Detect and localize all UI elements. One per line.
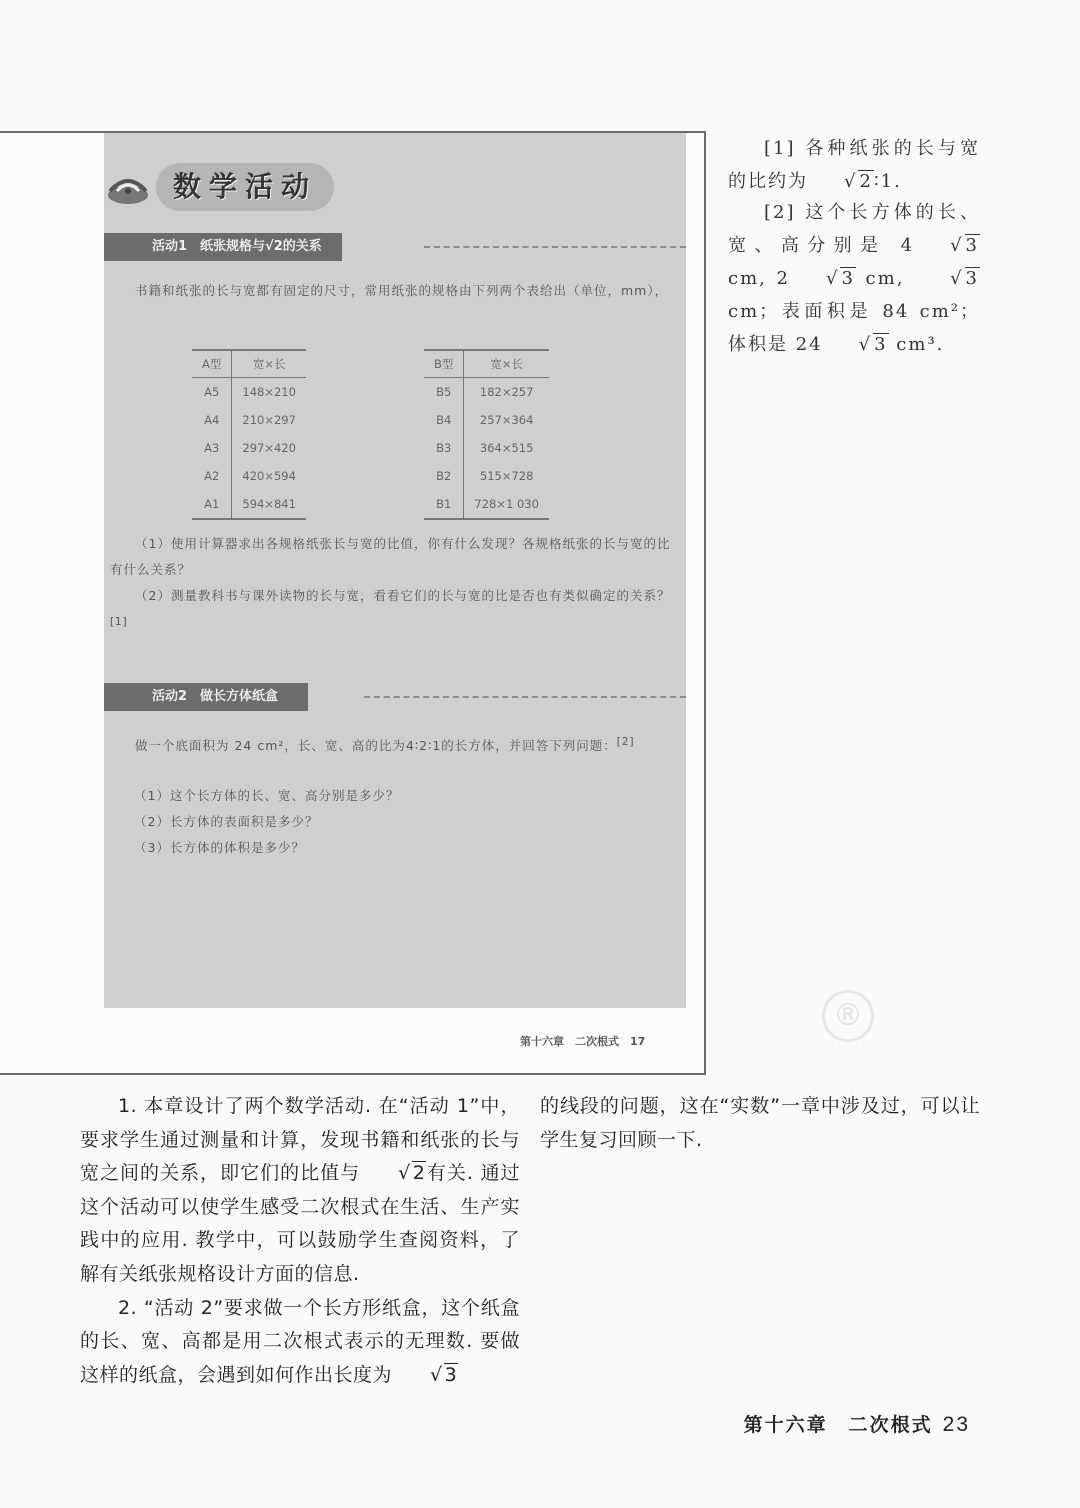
margin-note-2 xyxy=(728,196,980,361)
note-text: [1] 各种纸张的长与宽的比约为 xyxy=(728,138,980,192)
note-text: cm；表面积是 84 cm²；体积是 24 xyxy=(728,301,980,355)
body-column-left xyxy=(80,1090,520,1392)
sqrt-symbol: √ 3 xyxy=(950,235,979,256)
table-cell: B3 xyxy=(424,434,464,462)
table-row xyxy=(192,406,306,434)
table-cell: 728×1 030 xyxy=(474,497,539,511)
table-cell: 594×841 xyxy=(242,497,296,511)
activity2-question-1: （1）这个长方体的长、宽、高分别是多少？ xyxy=(134,788,400,803)
table-header: B型 xyxy=(424,350,464,378)
paper-table-b xyxy=(424,349,549,520)
table-header: 宽×长 xyxy=(464,350,549,378)
activity1-intro: 书籍和纸张的长与宽都有固定的尺寸，常用纸张的规格由下列两个表给出（单位，mm）， xyxy=(135,283,669,298)
activity2-question-3: （3）长方体的体积是多少？ xyxy=(134,840,305,855)
radicand: 3 xyxy=(965,268,979,289)
note-text: cm³. xyxy=(888,334,945,355)
table-row xyxy=(424,434,549,462)
table-row xyxy=(424,462,549,490)
radicand: 3 xyxy=(965,235,979,256)
sqrt-symbol: √ 2 xyxy=(844,171,873,192)
note-text: [2] 这个长方体的长、宽、高分别是 4 xyxy=(728,202,980,256)
activity-emblem-icon xyxy=(106,169,150,205)
table-cell: A2 xyxy=(192,462,232,490)
paragraph-text: 1. 本章设计了两个数学活动. 在“活动 1”中，要求学生通过测量和计算，发现书籍和纸张的长与宽之间的关系，即它们的比值与 xyxy=(80,1095,520,1185)
table-cell: A4 xyxy=(192,406,232,434)
embedded-page-footer: 第十六章 二次根式 17 xyxy=(520,1035,646,1048)
activity2-title: 活动2 做长方体纸盒 xyxy=(104,683,308,711)
activity-panel xyxy=(104,133,686,1008)
page-number: 23 xyxy=(942,1413,970,1436)
question-text: （2）测量教科书与课外读物的长与宽，看看它们的长与宽的比是否也有类似确定的关系？ xyxy=(135,588,671,603)
radicand: 2 xyxy=(412,1162,426,1185)
table-row xyxy=(192,434,306,462)
note-text: ∶1. xyxy=(873,171,902,192)
table-row xyxy=(424,378,549,407)
table-cell: A5 xyxy=(192,378,232,407)
table-cell: B5 xyxy=(424,378,464,407)
activity2-intro xyxy=(110,729,676,759)
sqrt-symbol: √ 3 xyxy=(858,334,888,355)
table-row xyxy=(192,378,306,407)
page-footer xyxy=(744,1410,970,1437)
table-row xyxy=(424,490,549,519)
body-paragraph-1 xyxy=(80,1090,520,1292)
table-cell: 515×728 xyxy=(479,469,534,483)
section-title: 数学活动 xyxy=(156,163,334,211)
table-row xyxy=(192,490,306,519)
note-text: cm, 2 xyxy=(728,268,790,289)
body-paragraph-2 xyxy=(80,1292,520,1393)
sqrt-symbol: √ 3 xyxy=(430,1363,458,1386)
divider-dashes xyxy=(424,246,686,248)
table-cell: B2 xyxy=(424,462,464,490)
intro-text: 做一个底面积为 24 cm²，长、宽、高的比为4∶2∶1的长方体，并回答下列问题： xyxy=(135,738,617,754)
table-cell: 210×297 xyxy=(242,413,296,427)
body-paragraph-2-continued: 的线段的问题，这在“实数”一章中涉及过，可以让学生复习回顾一下. xyxy=(540,1095,980,1151)
table-cell: B1 xyxy=(424,490,464,519)
table-row xyxy=(424,406,549,434)
radicand: 2 xyxy=(859,171,873,192)
table-cell: 420×594 xyxy=(242,469,296,483)
radicand: 3 xyxy=(841,268,855,289)
activity1-title: 活动1 纸张规格与√2的关系 xyxy=(104,233,342,261)
paragraph-text: 有关. 通过这个活动可以使学生感受二次根式在生活、生产实践中的应用. 教学中，可以鼓励学生查阅资料，了解有关纸张规格设计方面的信息. xyxy=(80,1162,520,1285)
sqrt-symbol: √ 3 xyxy=(825,268,855,289)
chapter-label: 第十六章 二次根式 xyxy=(743,1414,933,1436)
sqrt-symbol: √ 3 xyxy=(950,268,979,289)
radicand: 3 xyxy=(874,334,888,355)
activity1-question-2 xyxy=(110,583,676,639)
table-cell: 257×364 xyxy=(479,413,534,427)
table-cell: 182×257 xyxy=(479,385,534,399)
body-column-right xyxy=(540,1090,980,1157)
sqrt-symbol: √ 2 xyxy=(398,1162,426,1185)
footnote-ref: [2] xyxy=(616,736,635,748)
table-row xyxy=(192,462,306,490)
activity2-question-2: （2）长方体的表面积是多少？ xyxy=(134,814,319,829)
table-cell: 364×515 xyxy=(479,441,534,455)
margin-note-1 xyxy=(728,132,980,198)
table-header: 宽×长 xyxy=(232,350,306,378)
table-cell: B4 xyxy=(424,406,464,434)
paragraph-text: 2. “活动 2”要求做一个长方形纸盒，这个纸盒的长、宽、高都是用二次根式表示的无理数. 要做这样的纸盒，会遇到如何作出长度为 xyxy=(80,1296,520,1386)
activity2-header xyxy=(104,683,686,711)
note-text: cm, xyxy=(855,268,915,289)
radicand: 3 xyxy=(444,1363,458,1386)
activity1-header xyxy=(104,233,686,261)
divider-dashes xyxy=(364,696,686,698)
table-cell: 297×420 xyxy=(242,441,296,455)
table-cell: 148×210 xyxy=(242,385,296,399)
activity1-question-1: （1）使用计算器求出各规格纸张长与宽的比值，你有什么发现？各规格纸张的长与宽的比有什么关系？ xyxy=(110,536,671,577)
paper-table-a xyxy=(192,349,306,520)
table-header: A型 xyxy=(192,350,232,378)
registered-watermark-icon: ® xyxy=(822,990,874,1042)
table-cell: A3 xyxy=(192,434,232,462)
table-cell: A1 xyxy=(192,490,232,519)
embedded-textbook-page xyxy=(0,131,706,1075)
footnote-ref: [1] xyxy=(110,616,128,628)
